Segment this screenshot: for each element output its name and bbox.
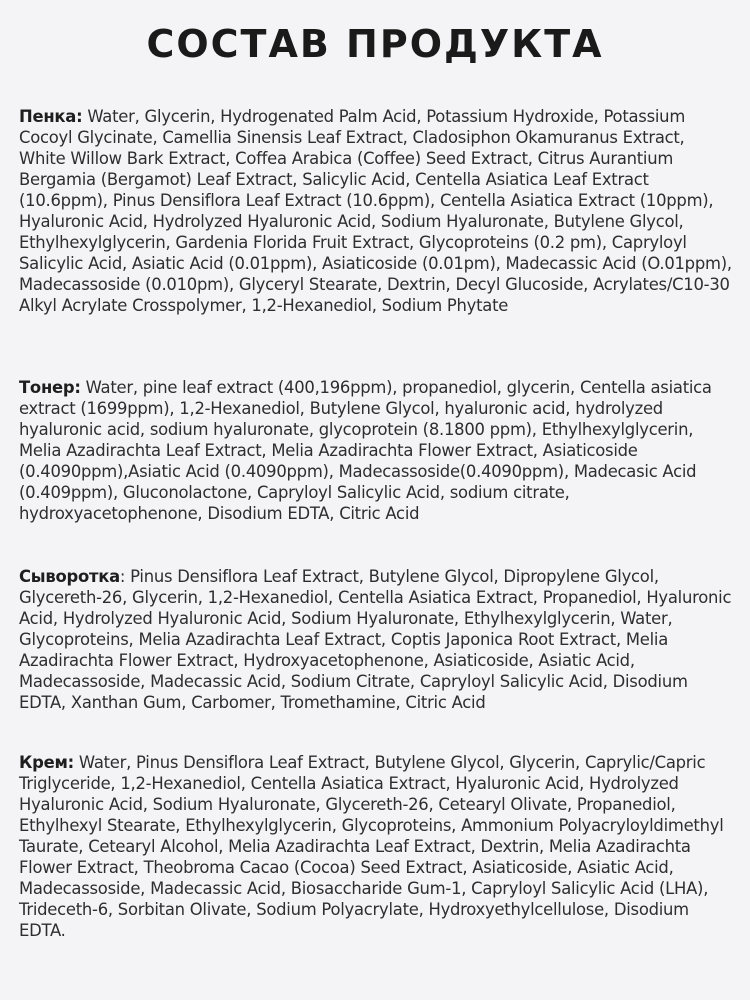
ingredients-section-toner <box>19 377 735 524</box>
ingredients-section-cream <box>19 752 735 941</box>
ingredients-section-foam <box>19 106 735 316</box>
ingredients-section-serum <box>19 566 735 713</box>
section-text-serum: : Pinus Densiflora Leaf Extract, Butylene Glycol, Dipropylene Glycol, Glycereth-26, Glycerin, 1,2-Hexanediol, Centella Asiatica Extract, Propanediol, Hyaluronic Acid, Hydrolyzed Hyaluronic Acid, Sodium Hyaluronate, Ethylhexylglycerin, Water, Glycoproteins, Melia Azadirachta Leaf Extract, Coptis Japonica Root Extract, Melia Azadirachta Flower Extract, Hydroxyacetophenone, Asiaticoside, Asiatic Acid, Madecassoside, Madecassic Acid, Sodium Citrate, Capryloyl Salicylic Acid, Disodium EDTA, Xanthan Gum, Carbomer, Tromethamine, Citric Acid <box>19 567 732 712</box>
section-label-toner: Тонер: <box>19 378 81 397</box>
section-label-foam: Пенка: <box>19 107 83 126</box>
page-title: СОСТАВ ПРОДУКТА <box>146 22 604 66</box>
section-text-foam: Water, Glycerin, Hydrogenated Palm Acid, Potassium Hydroxide, Potassium Cocoyl Glycinate, Camellia Sinensis Leaf Extract, Cladosiphon Okamuranus Extract, White Willow Bark Extract, Coffea Arabica (Coffee) Seed Extract, Citrus Aurantium Bergamia (Bergamot) Leaf Extract, Salicylic Acid, Centella Asiatica Leaf Extract (10.6ppm), Pinus Densiflora Leaf Extract (10.6ppm), Centella Asiatica Extract (10ppm), Hyaluronic Acid, Hydrolyzed Hyaluronic Acid, Sodium Hyaluronate, Butylene Glycol, Ethylhexylglycerin, Gardenia Florida Fruit Extract, Glycoproteins (0.2 pm), Capryloyl Salicylic Acid, Asiatic Acid (0.01ppm), Asiaticoside (0.01pm), Madecassic Acid (O.01ppm), Madecassoside (0.010pm), Glyceryl Stearate, Dextrin, Decyl Glucoside, Acrylates/C10-30 Alkyl Acrylate Crosspolymer, 1,2-Hexanediol, Sodium Phytate <box>19 107 732 315</box>
section-text-cream: Water, Pinus Densiflora Leaf Extract, Butylene Glycol, Glycerin, Caprylic/Capric Triglyceride, 1,2-Hexanediol, Centella Asiatica Extract, Hyaluronic Acid, Hydrolyzed Hyaluronic Acid, Sodium Hyaluronate, Glycereth-26, Cetearyl Olivate, Propanediol, Ethylhexyl Stearate, Ethylhexylglycerin, Glycoproteins, Ammonium Polyacryloyldimethyl Taurate, Cetearyl Alcohol, Melia Azadirachta Leaf Extract, Dextrin, Melia Azadirachta Flower Extract, Theobroma Cacao (Cocoa) Seed Extract, Asiaticoside, Asiatic Acid, Madecassoside, Madecassic Acid, Biosaccharide Gum-1, Capryloyl Salicylic Acid (LHA), Trideceth-6, Sorbitan Olivate, Sodium Polyacrylate, Hydroxyethylcellulose, Disodium EDTA. <box>19 753 724 940</box>
section-text-toner: Water, pine leaf extract (400,196ppm), propanediol, glycerin, Centella asiatica extract (1699ppm), 1,2-Hexanediol, Butylene Glycol, hyaluronic acid, hydrolyzed hyaluronic acid, sodium hyaluronate, glycoprotein (8.1800 ppm), Ethylhexylglycerin, Melia Azadirachta Leaf Extract, Melia Azadirachta Flower Extract, Asiaticoside (0.4090ppm),Asiatic Acid (0.4090ppm), Madecassoside(0.4090ppm), Madecasic Acid (0.409ppm), Gluconolactone, Capryloyl Salicylic Acid, sodium citrate, hydroxyacetophenone, Disodium EDTA, Citric Acid <box>19 378 712 523</box>
section-label-cream: Крем: <box>19 753 74 772</box>
section-label-serum: Сыворотка <box>19 567 120 586</box>
